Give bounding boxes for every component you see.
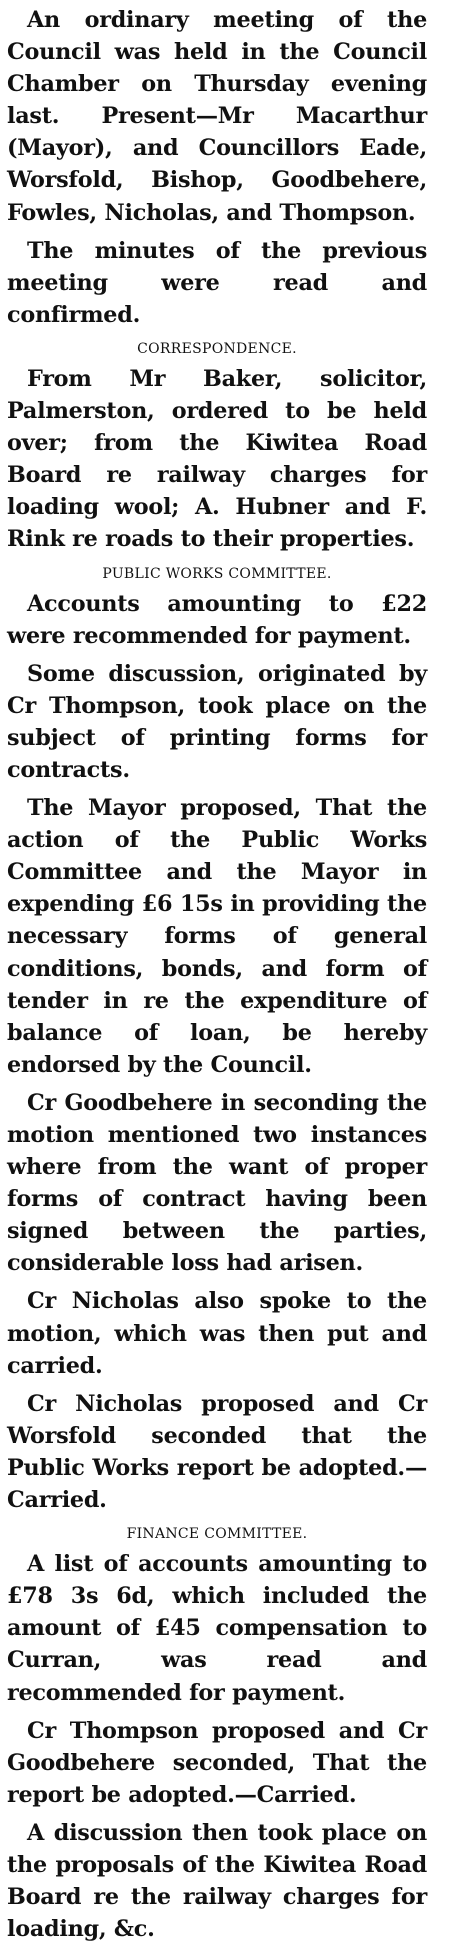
heading-public-works-committee: PUBLIC WORKS COMMITTEE. — [102, 565, 332, 582]
paragraph-discussion-forms: Some discussion, originated by Cr Thompson, took place on the subject of printing forms for contracts. — [7, 660, 427, 783]
heading-correspondence: CORRESPONDENCE. — [137, 340, 297, 357]
paragraph-goodbehere-seconding: Cr Goodbehere in seconding the motion mentioned two instances where from the want of proper forms of contract having been signed between the parties, considerable loss had arisen. — [7, 1089, 427, 1277]
paragraph-finance-accounts: A list of accounts amounting to £78 3s 6d, which included the amount of £45 compensation to Curran, was read and recommended for payment. — [7, 1551, 427, 1706]
paragraph-public-works-report: Cr Nicholas proposed and Cr Worsfold seconded that the Public Works report be adopted.—Carried. — [7, 1390, 427, 1514]
paragraph-finance-report: Cr Thompson proposed and Cr Goodbehere seconded, That the report be adopted.—Carried. — [7, 1717, 427, 1808]
paragraph-minutes: The minutes of the previous meeting were read and confirmed. — [7, 237, 427, 328]
paragraph-meeting-opening: An ordinary meeting of the Council was held in the Council Chamber on Thursday evening last. Present—Mr Macarthur (Mayor), and Councillors Eade, Worsfold, Bishop, Goodbehere, Fowles, Nicholas, and Thompson. — [7, 7, 427, 226]
paragraph-accounts: Accounts amounting to £22 were recommended for payment. — [7, 590, 427, 649]
paragraph-nicholas-motion: Cr Nicholas also spoke to the motion, which was then put and carried. — [7, 1288, 427, 1379]
paragraph-mayor-proposal: The Mayor proposed, That the action of the Public Works Committee and the Mayor in expending £6 15s in providing the necessary forms of general conditions, bonds, and form of tender in re the expenditure of balance of loan, be hereby endorsed by the Council. — [7, 795, 427, 1078]
paragraph-correspondence: From Mr Baker, solicitor, Palmerston, ordered to be held over; from the Kiwitea Road Board re railway charges for loading wool; A. Hubner and F. Rink re roads to their properties. — [7, 365, 427, 553]
heading-finance-committee: FINANCE COMMITTEE. — [126, 1526, 308, 1543]
paragraph-kiwitea-discussion: A discussion then took place on the proposals of the Kiwitea Road Board re the railway charges for loading, &c. — [7, 1819, 427, 1943]
